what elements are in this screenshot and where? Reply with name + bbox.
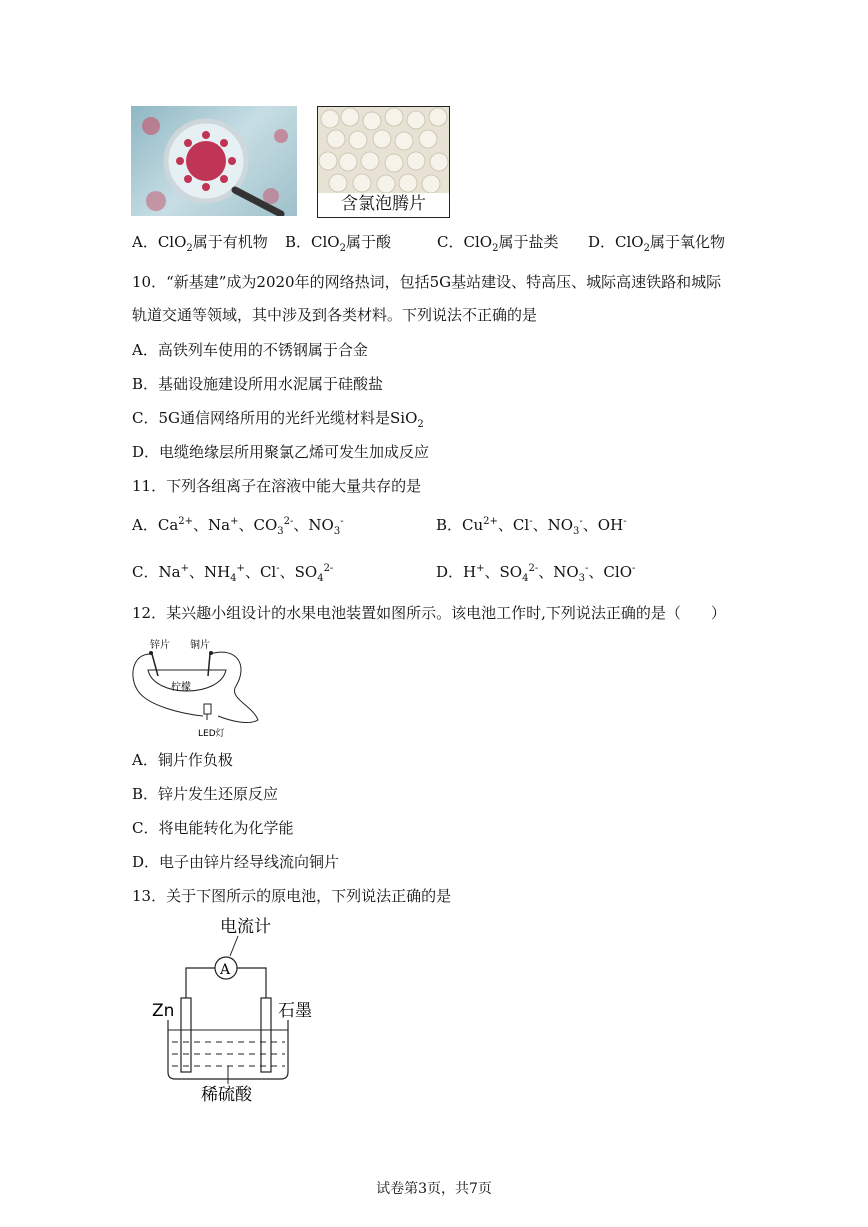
virus-illustration [131, 106, 297, 216]
q9-option-a: A．ClO$_2$属于有机物 [132, 233, 268, 254]
q10-option-d: D．电缆绝缘层所用聚氯乙烯可发生加成反应 [132, 443, 430, 461]
q10-option-a: A．高铁列车使用的不锈钢属于合金 [132, 341, 368, 359]
q10-stem-line1: 10．“新基建”成为2020年的网络热词，包括5G基站建设、特高压、城际高速铁路和城际 [132, 273, 722, 291]
acid-label: 稀硫酸 [201, 1085, 252, 1105]
zinc-electrode-label: Zn [152, 1001, 175, 1021]
q12-option-b: B．锌片发生还原反应 [132, 785, 279, 803]
q12-option-d: D．电子由锌片经导线流向铜片 [132, 853, 340, 871]
virus-image [131, 106, 297, 216]
ammeter-symbol: A [220, 962, 231, 978]
copper-label: 铜片 [190, 640, 210, 651]
fruit-battery-diagram [128, 636, 263, 740]
galvanic-cell-diagram [148, 912, 328, 1107]
q10-option-c: C．5G通信网络所用的光纤光缆材料是SiO$_2$ [132, 409, 424, 430]
q12-stem: 12．某兴趣小组设计的水果电池装置如图所示。该电池工作时,下列说法正确的是（ ） [132, 604, 726, 622]
q9-option-b: B．ClO$_2$属于酸 [285, 233, 391, 254]
tablets-image [317, 106, 450, 218]
q11-option-c: C．Na+、$NH_4^+$、Cl-、$SO_4^{2-}$ [132, 563, 334, 584]
tablets-caption: 含氯泡腾片 [341, 194, 426, 214]
q9-option-d: D．ClO$_2$属于氧化物 [588, 233, 725, 254]
zinc-label: 锌片 [150, 640, 170, 651]
q11-option-a: A．$Ca^{2+}$、Na+、$CO_3^{2-}$、$NO_3^-$ [132, 516, 344, 537]
q10-option-b: B．基础设施建设所用水泥属于硅酸盐 [132, 375, 384, 393]
q11-option-d: D．H+、$SO_4^{2-}$、$NO_3^-$、ClO- [436, 563, 636, 584]
lemon-label: 柠檬 [171, 682, 191, 693]
tablets-illustration [318, 107, 449, 193]
led-label: LED灯 [198, 729, 225, 739]
q11-option-b: B．$Cu^{2+}$、Cl-、$NO_3^-$、OH- [436, 516, 627, 537]
q9-option-c: C．ClO$_2$属于盐类 [437, 233, 559, 254]
q12-option-c: C．将电能转化为化学能 [132, 819, 294, 837]
q11-stem: 11．下列各组离子在溶液中能大量共存的是 [132, 477, 422, 495]
q10-stem-line2: 轨道交通等领域，其中涉及到各类材料。下列说法不正确的是 [132, 306, 538, 324]
page-footer: 试卷第3页，共7页 [376, 1181, 492, 1197]
q12-option-a: A．铜片作负极 [132, 751, 233, 769]
ammeter-label: 电流计 [220, 917, 271, 937]
q13-stem: 13．关于下图所示的原电池，下列说法正确的是 [132, 887, 452, 905]
graphite-electrode-label: 石墨 [278, 1001, 312, 1021]
